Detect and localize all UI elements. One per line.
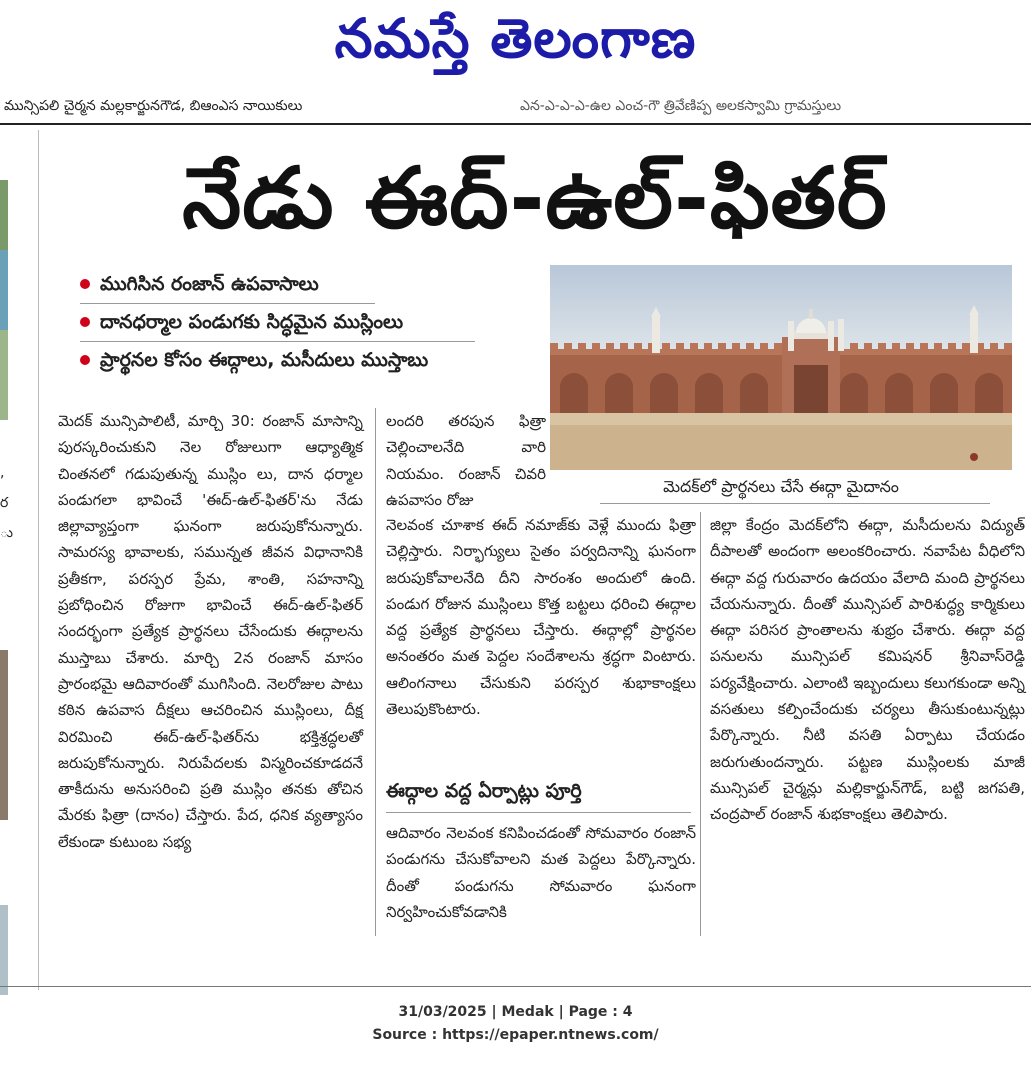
article-column-2-top xyxy=(386,408,546,513)
article-paragraph: నెలవంక చూశాక ఈద్ నమాజ్‌కు వెళ్లే ముందు ఫిత్రా చెల్లిస్తారు. నిర్భాగ్యులు సైతం పర్వదినాన్ని ఘనంగా జరుపుకోవాలనేది దీని సారంశం అందులో ఉంది. పండుగ రోజున ముస్లింలు కొత్త బట్టలు ధరించి ఈద్గాల వద్ద ప్రత్యేక ప్రార్థనలు చేస్తారు. ఈద్గాల్లో ప్రార్థనల అనంతరం మత పెద్దల సందేశాలను శ్రద్ధగా వింటారు. ఆలింగనాలు చేసుకుని పరస్పర శుభాకాంక్షలు తెలుపుకొంటారు. xyxy=(386,516,696,719)
article-paragraph: మెదక్ మున్సిపాలిటీ, మార్చి 30: రంజాన్ మాసాన్ని పురస్కరించుకుని నెల రోజులుగా ఆధ్యాత్మిక చింతనలో గడుపుతున్న ముస్లిం లు, దాన ధర్మాల పండుగలా భావించే 'ఈద్-ఉల్-ఫితర్'ను నేడు జిల్లావ్యాప్తంగా ఘనంగా జరుపుకోనున్నారు. సామరస్య భావాలకు, సమున్నత జీవన విధానానికి ప్రతీకగా, పరస్పర ప్రేమ, శాంతి, సహనాన్ని ప్రబోధించిన రోజుగా భావించే ఈద్-ఉల్-ఫితర్ సందర్భంగా ప్రత్యేక ప్రార్థనలు చేసేందుకు ఈద్గాలను ముస్తాబు చేశారు. మార్చి 2న రంజాన్ మాసం ప్రారంభమై ఆదివారంతో ముగిసింది. నెలరోజుల పాటు కఠిన ఉపవాస దీక్షలు ఆచరించిన ముస్లింలు, దీక్ష విరమించి ఈద్-ఉల్-ఫితర్‌ను భక్తిశ్రద్ధలతో జరుపుకోనున్నారు. నిరుపేదలకు విస్మరించకూడదనే తాకీదును అనుసరించి ప్రతి ముస్లిం తనకు తోచిన మేరకు ఫిత్రా (దానం) చేస్తారు. పేద, ధనిక వ్యత్యాసం లేకుండా కుటుంబ సభ్య xyxy=(58,412,363,851)
article-column-3 xyxy=(710,512,1025,828)
article-column-2-middle xyxy=(386,512,696,722)
bullet-dot-icon xyxy=(80,279,90,289)
column-rule-1 xyxy=(375,408,376,936)
column-rule-2 xyxy=(700,512,701,936)
bullet-text: ప్రార్థనల కోసం ఈద్గాలు, మసీదులు ముస్తాబు xyxy=(100,349,429,371)
bullet-item xyxy=(80,266,375,304)
strip-photo-2 xyxy=(0,250,8,330)
top-ticker-left: మున్సిపలి చైర్మన మల్లకార్జునగౌడ, బిఆంఎస నాయికులు xyxy=(4,98,303,114)
article-column-2-bottom xyxy=(386,820,696,925)
article-subheading: ఈద్గాల వద్ద ఏర్పాట్లు పూర్తి xyxy=(386,780,582,802)
newspaper-logo: నమస్తే తెలంగాణ xyxy=(334,7,697,70)
headline-bullets xyxy=(80,266,550,379)
footer-date-page: 31/03/2025 | Medak | Page : 4 xyxy=(398,1004,633,1020)
bullet-text: దానధర్మాల పండుగకు సిద్ధమైన ముస్లింలు xyxy=(100,311,404,333)
strip-char: ు xyxy=(0,525,13,541)
strip-photo-4 xyxy=(0,650,8,820)
masthead xyxy=(0,0,1031,90)
top-divider xyxy=(0,123,1031,125)
photo-caption: మెదక్‌లో ప్రార్థనలు చేసే ఈద్గా మైదానం xyxy=(663,477,899,496)
bullet-dot-icon xyxy=(80,355,90,365)
footer-source: Source : https://epaper.ntnews.com/ xyxy=(372,1027,659,1043)
bottom-divider xyxy=(0,986,1031,987)
left-column-rule xyxy=(38,130,39,990)
bullet-item xyxy=(80,342,500,379)
caption-underline xyxy=(600,503,990,504)
bullet-text: ముగిసిన రంజాన్ ఉపవాసాలు xyxy=(100,273,319,295)
adjacent-article-strip xyxy=(0,130,13,990)
strip-char: , xyxy=(0,465,5,481)
article-headline: నేడు ఈద్-ఉల్-ఫితర్ xyxy=(182,149,888,247)
subhead-underline xyxy=(386,812,691,813)
article-paragraph: లందరి తరపున ఫిత్రా చెల్లించాలనేది వారి నియమం. రంజాన్ చివరి ఉపవాసం రోజు xyxy=(386,412,546,509)
top-ticker-right: ఎన-ఎ-ఎ-ఎ-ఉల ఎంచ-గౌ త్రివేణిప్ప అలకస్వామి గ్రామస్తులు xyxy=(520,98,842,114)
bullet-dot-icon xyxy=(80,317,90,327)
article-paragraph: ఆదివారం నెలవంక కనిపించడంతో సోమవారం రంజాన్ పండుగను చేసుకోవాలని మత పెద్దలు పేర్కొన్నారు. దీంతో పండుగను సోమవారం ఘనంగా నిర్వహించుకోవడానికి xyxy=(386,824,696,921)
article-paragraph: జిల్లా కేంద్రం మెదక్‌లోని ఈద్గా, మసీదులను విద్యుత్ దీపాలతో అందంగా అలంకరించారు. నవాపేట వీధిలోని ఈద్గా వద్ద గురువారం ఉదయం వేలాది మంది ప్రార్థనలు చేయనున్నారు. దీంతో మున్సిపల్ పారిశుద్ధ్య కార్మికులు ఈద్గా పరిసర ప్రాంతాలను శుభ్రం చేశారు. ఈద్గా వద్ద పనులను మున్సిపల్ కమిషనర్ శ్రీనివాస్‌రెడ్డి పర్యవేక్షించారు. ఎలాంటి ఇబ్బందులు కలుగకుండా అన్ని వసతులు కల్పించేందుకు చర్యలు తీసుకుంటున్నట్లు పేర్కొన్నారు. నీటి వసతి ఏర్పాటు చేయడం జరుగుతుందన్నారు. పట్టణ ముస్లింలకు మాజీ మున్సిపల్ చైర్మన్లు మల్లికార్జున్‌గౌడ్, బట్టి జగపతి, చంద్రపాల్ రంజాన్ శుభకాంక్షలు తెలిపారు. xyxy=(710,516,1025,824)
eidgah-photo xyxy=(550,265,1012,470)
bullet-item xyxy=(80,304,475,342)
strip-photo-3 xyxy=(0,330,8,420)
strip-photo-1 xyxy=(0,180,8,250)
article-column-1 xyxy=(58,408,363,855)
strip-char: ర xyxy=(0,495,9,511)
strip-photo-5 xyxy=(0,905,8,995)
